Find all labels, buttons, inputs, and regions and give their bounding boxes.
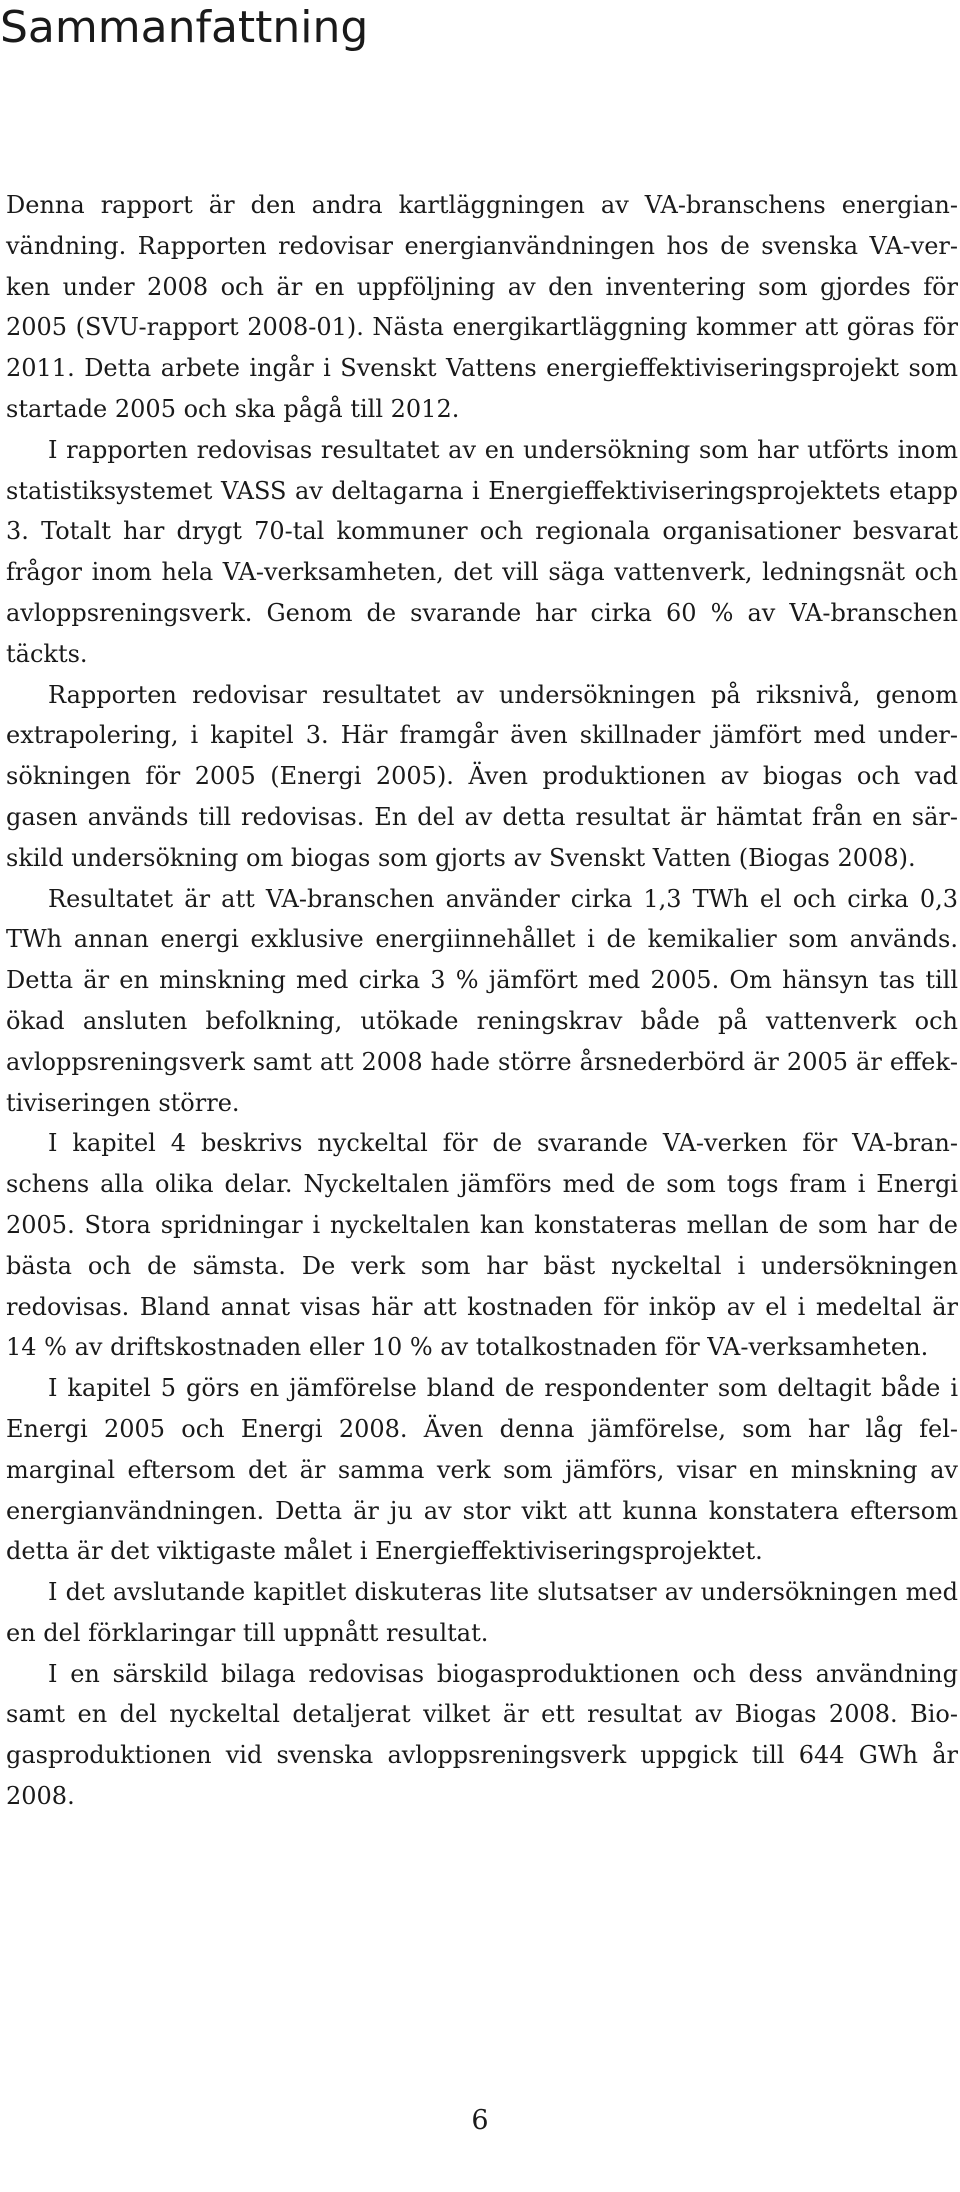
paragraph-chapter-3: Rapporten redovisar resultatet av undersökningen på riksnivå, genom extrapolering, i kapitel 3. Här framgår även skillnader jämfört med undersökningen för 2005 (Energi 2005). Även produktionen av biogas och vad gasen används till redovisas. En del av detta resultat är hämtat från en särskild undersökning om biogas som gjorts av Svenskt Vatten (Biogas 2008). <box>6 680 958 872</box>
paragraph-intro: Denna rapport är den andra kartläggningen av VA-branschens energianvändning. Rapporten redovisar energianvändningen hos de svenska VA-verken under 2008 och är en uppföljning av den inventering som gjordes för 2005 (SVU-rapport 2008-01). Nästa energikartläggning kommer att göras för 2011. Detta arbete ingår i Svenskt Vattens energieffektiviseringsprojekt som startade 2005 och ska pågå till 2012. <box>6 191 958 423</box>
page-title: Sammanfattning <box>0 2 369 53</box>
paragraph-chapter-4: I kapitel 4 beskrivs nyckeltal för de svarande VA-verken för VA-branschens alla olika delar. Nyckeltalen jämförs med de som togs fram i Energi 2005. Stora spridningar i nyckeltalen kan konstateras mellan de som har de bästa och de sämsta. De verk som har bäst nyckeltal i undersökningen redovisas. Bland annat visas här att kostnaden för inköp av el i medeltal är 14 % av driftskostnaden eller 10 % av totalkostnaden för VA-verksamheten. <box>6 1129 958 1362</box>
paragraph-results: Resultatet är att VA-branschen använder cirka 1,3 TWh el och cirka 0,3 TWh annan energi exklusive energiinnehållet i de kemikalier som används. Detta är en minskning med cirka 3 % jämfört med 2005. Om hänsyn tas till ökad ansluten befolkning, utökade reningskrav både på vattenverk och avloppsreningsverk samt att 2008 hade större årsnederbörd är 2005 är effektiviseringen större. <box>6 884 958 1117</box>
paragraph-method: I rapporten redovisas resultatet av en undersökning som har utförts inom statistiksystemet VASS av deltagarna i Energieffektiviseringsprojektets etapp 3. Totalt har drygt 70-tal kommuner och regionala organisationer besvarat frågor inom hela VA-verksamheten, det vill säga vattenverk, ledningsnät och avloppsreningsverk. Genom de svarande har cirka 60 % av VA-branschen täckts. <box>6 435 958 668</box>
summary-body <box>6 185 958 1817</box>
paragraph-conclusions: I det avslutande kapitlet diskuteras lite slutsatser av undersökningen med en del förklaringar till uppnått resultat. <box>6 1578 958 1647</box>
paragraph-chapter-5: I kapitel 5 görs en jämförelse bland de respondenter som deltagit både i Energi 2005 och Energi 2008. Även denna jämförelse, som har låg felmarginal eftersom det är samma verk som jämförs, visar en minskning av energianvändningen. Detta är ju av stor vikt att kunna konstatera eftersom detta är det viktigaste målet i Energieffektiviseringsprojektet. <box>6 1374 958 1566</box>
paragraph-appendix: I en särskild bilaga redovisas biogasproduktionen och dess användning samt en del nyckeltal detaljerat vilket är ett resultat av Biogas 2008. Biogasproduktionen vid svenska avloppsreningsverk uppgick till 644 GWh år 2008. <box>6 1659 958 1811</box>
page-number: 6 <box>471 2105 489 2136</box>
